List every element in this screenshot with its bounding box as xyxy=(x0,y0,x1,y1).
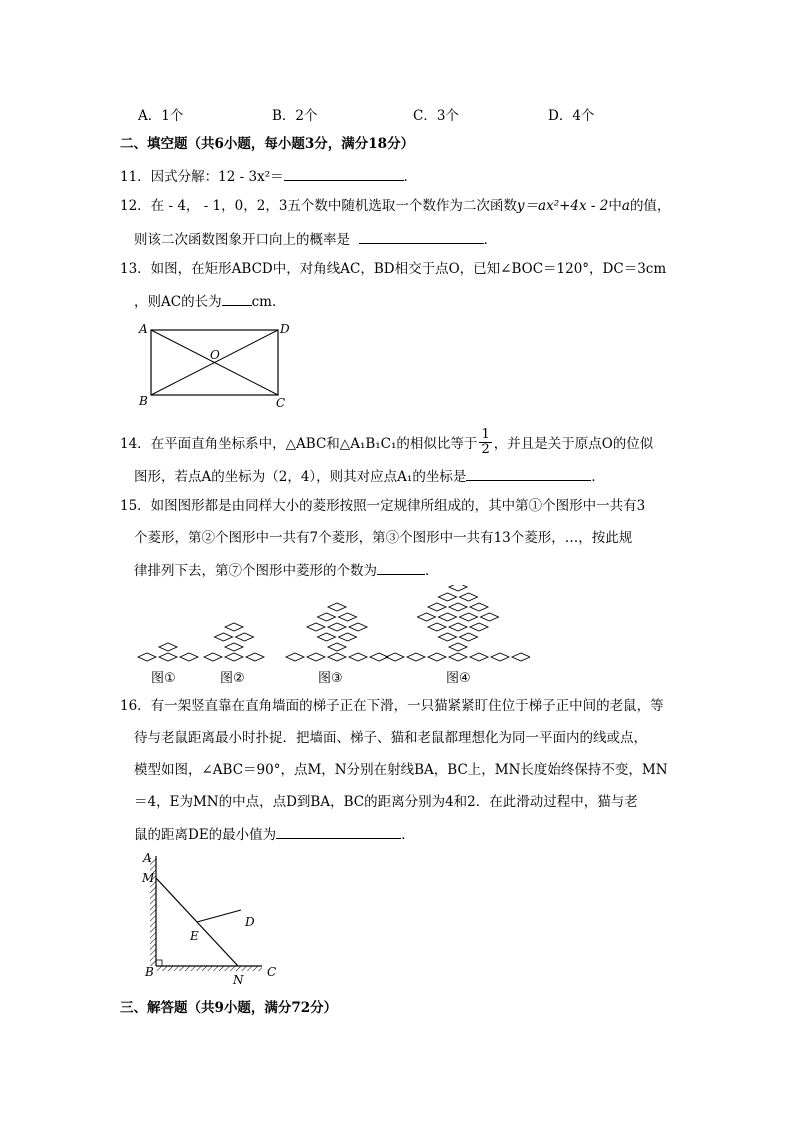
rhombus xyxy=(138,653,156,661)
rhombus xyxy=(491,653,509,661)
label-c: C xyxy=(276,396,286,410)
question-16-line-1: 16．有一架竖直靠在直角墙面的梯子正在下滑，一只猫紧紧盯住位于梯子正中间的老鼠，等 xyxy=(120,698,664,714)
q13-rectangle-figure xyxy=(130,318,300,413)
q14-fraction xyxy=(479,428,491,457)
rhombus xyxy=(307,653,325,661)
label-b: B xyxy=(139,394,148,408)
q15-answer-blank[interactable] xyxy=(377,560,425,575)
segment-ed xyxy=(197,910,241,922)
rhombus xyxy=(328,623,346,631)
label-d: D xyxy=(245,915,255,929)
rhombus xyxy=(349,623,367,631)
option-b: B．2个 xyxy=(272,108,318,124)
rhombus xyxy=(180,653,198,661)
fig-label-3: 图③ xyxy=(318,671,343,686)
question-12-line-1 xyxy=(120,197,670,215)
rhombus xyxy=(439,613,457,621)
q14-text-a: 14．在平面直角坐标系中，△ABC和△A₁B₁C₁的相似比等于 xyxy=(120,436,478,452)
rhombus xyxy=(449,623,467,631)
rhombus xyxy=(286,653,304,661)
rhombus xyxy=(449,585,467,591)
rhombus xyxy=(460,593,478,601)
rhombus xyxy=(449,653,467,661)
q15-period: ． xyxy=(425,563,439,579)
question-13-line-1: 13．如图，在矩形ABCD中，对角线AC，BD相交于点O，已知∠BOC＝120°，DC＝3cm xyxy=(120,261,667,277)
q12-answer-blank[interactable] xyxy=(359,229,484,244)
rhombus xyxy=(225,643,243,651)
q15-rhombus-figure xyxy=(130,585,530,670)
floor-hatching xyxy=(156,966,262,971)
fraction-denominator: 2 xyxy=(481,442,490,457)
fig-label-1: 图① xyxy=(151,671,176,686)
rhombus xyxy=(225,623,243,631)
question-13-line-2 xyxy=(134,291,285,311)
rhombus xyxy=(512,653,530,661)
rhombus xyxy=(460,613,478,621)
label-c: C xyxy=(267,965,277,979)
question-16-line-5 xyxy=(134,824,415,844)
question-14-line-2 xyxy=(134,466,605,486)
rhombus xyxy=(328,653,346,661)
label-n: N xyxy=(233,973,244,987)
rhombus xyxy=(449,603,467,611)
q16-text-line5: 鼠的距离DE的最小值为 xyxy=(134,827,277,843)
rhombus xyxy=(349,653,367,661)
label-d: D xyxy=(280,322,290,336)
rhombus xyxy=(318,633,336,641)
q12-text-line2: 则该二次函数图象开口向上的概率是 xyxy=(134,232,350,248)
q13-text-a: ，则AC的长为 xyxy=(134,294,222,310)
right-angle-mark xyxy=(156,960,162,966)
rhombus xyxy=(204,653,222,661)
rhombus xyxy=(439,593,457,601)
q16-ladder-figure xyxy=(138,848,288,990)
rhombus xyxy=(460,633,478,641)
section-2-title: 二、填空题（共6小题，每小题3分，满分18分） xyxy=(120,136,415,152)
rhombus xyxy=(428,653,446,661)
q16-period: ． xyxy=(401,827,415,843)
rhombus xyxy=(470,623,488,631)
question-16-line-2: 待与老鼠距离最小时扑捉．把墙面、梯子、猫和老鼠都理想化为同一平面内的线或点， xyxy=(134,730,647,746)
rhombus xyxy=(481,613,499,621)
q12-text-a: 12．在 - 4， - 1，0，2，3五个数中随机选取一个数作为二次函数 xyxy=(120,198,517,214)
q11-period: ． xyxy=(403,169,418,185)
q14-text-b: ，并且是关于原点O的位似 xyxy=(493,436,654,452)
question-12-line-2 xyxy=(134,229,497,249)
label-a: A xyxy=(143,851,152,865)
rhombus xyxy=(407,653,425,661)
rhombus xyxy=(328,603,346,611)
q12-var: a xyxy=(621,198,630,214)
rhombus xyxy=(236,633,254,641)
rhombus xyxy=(215,633,233,641)
rhombus xyxy=(246,653,264,661)
rhombus xyxy=(159,653,177,661)
fraction-numerator: 1 xyxy=(481,427,490,442)
fig-label-4: 图④ xyxy=(446,671,471,686)
rhombus xyxy=(328,643,346,651)
label-o: O xyxy=(210,348,220,362)
q11-answer-blank[interactable] xyxy=(284,166,404,181)
label-e: E xyxy=(190,929,199,943)
rhombus xyxy=(428,603,446,611)
rhombus xyxy=(470,653,488,661)
rhombus xyxy=(339,633,357,641)
rhombus xyxy=(470,603,488,611)
q13-answer-blank[interactable] xyxy=(222,291,252,306)
option-a: A．1个 xyxy=(138,108,184,124)
label-a: A xyxy=(139,322,148,336)
rhombus xyxy=(418,613,436,621)
option-d: D．4个 xyxy=(548,108,595,124)
q12-period: ． xyxy=(483,232,498,248)
label-b: B xyxy=(145,965,154,979)
q12-function: y＝ax²+4x - 2 xyxy=(516,198,609,214)
q14-answer-blank[interactable] xyxy=(466,466,591,481)
rhombus xyxy=(449,643,467,651)
label-m: M xyxy=(142,871,155,885)
q12-text-c: 的值， xyxy=(629,198,671,214)
section-3-title: 三、解答题（共9小题，满分72分） xyxy=(120,1000,338,1016)
rhombus xyxy=(318,613,336,621)
q14-period: ． xyxy=(591,469,605,485)
question-14-line-1 xyxy=(120,427,654,459)
option-c: C．3个 xyxy=(413,108,459,124)
q14-text-line2: 图形，若点A的坐标为（2，4），则其对应点A₁的坐标是 xyxy=(134,469,467,485)
rhombus xyxy=(225,653,243,661)
q12-text-b: 中 xyxy=(608,198,622,214)
rhombus xyxy=(339,613,357,621)
rhombus xyxy=(159,643,177,651)
q15-text-line3: 律排列下去，第⑦个图形中菱形的个数为 xyxy=(134,563,377,579)
question-11 xyxy=(120,166,417,186)
question-16-line-4: ＝4，E为MN的中点，点D到BA，BC的距离分别为4和2．在此滑动过程中，猫与老 xyxy=(134,794,638,810)
rhombus xyxy=(439,633,457,641)
question-15-line-1: 15．如图图形都是由同样大小的菱形按照一定规律所组成的，其中第①个图形中一共有3 xyxy=(120,498,646,514)
question-15-line-2: 个菱形，第②个图形中一共有7个菱形，第③个图形中一共有13个菱形，…，按此规 xyxy=(134,530,633,546)
question-15-line-3 xyxy=(134,560,439,580)
fig-label-2: 图② xyxy=(220,671,245,686)
rhombus xyxy=(428,623,446,631)
q11-text: 11．因式分解：12 - 3x²＝ xyxy=(120,169,284,185)
q13-text-b: cm． xyxy=(251,294,286,310)
rhombus xyxy=(307,623,325,631)
q16-answer-blank[interactable] xyxy=(276,824,401,839)
question-16-line-3: 模型如图，∠ABC＝90°，点M，N分别在射线BA，BC上，MN长度始终保持不变，MN xyxy=(134,762,668,778)
